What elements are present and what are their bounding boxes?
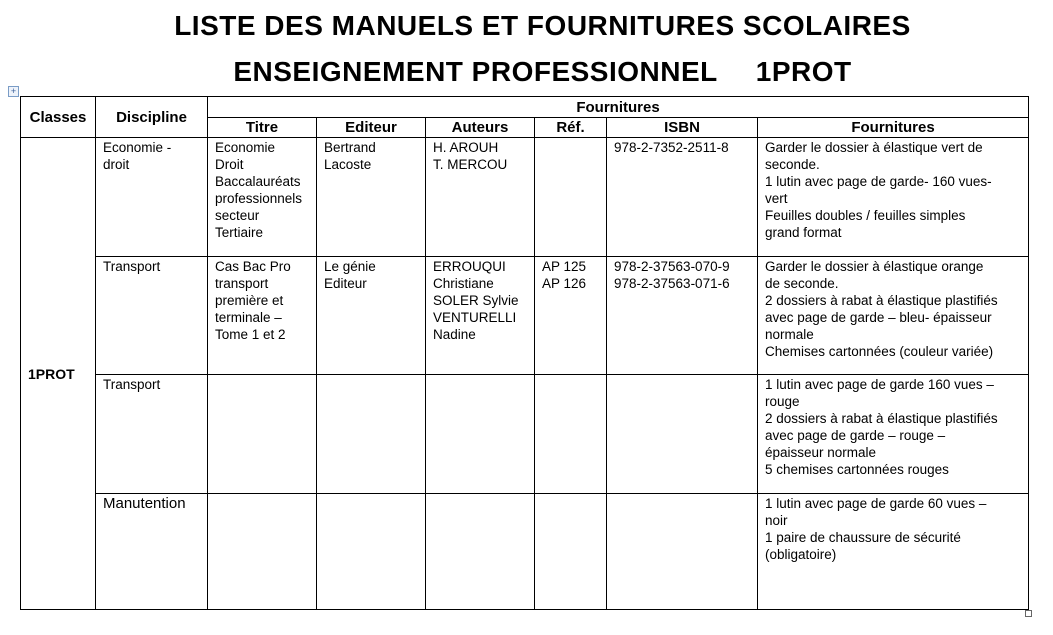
header-classes: Classes [21, 97, 96, 138]
header-isbn: ISBN [607, 118, 758, 138]
header-titre: Titre [208, 118, 317, 138]
titre-cell: Economie Droit Baccalauréats professionnels secteur Tertiaire [208, 138, 317, 257]
isbn-cell: 978-2-7352-2511-8 [607, 138, 758, 257]
fournitures-cell: 1 lutin avec page de garde 60 vues – noir 1 paire de chaussure de sécurité (obligatoire) [758, 494, 1029, 610]
isbn-cell [607, 494, 758, 610]
header-auteurs: Auteurs [426, 118, 535, 138]
auteurs-cell: ERROUQUI Christiane SOLER Sylvie VENTURELLI Nadine [426, 257, 535, 375]
auteurs-cell [426, 494, 535, 610]
isbn-cell: 978-2-37563-070-9 978-2-37563-071-6 [607, 257, 758, 375]
titre-cell: Cas Bac Pro transport première et terminale – Tome 1 et 2 [208, 257, 317, 375]
header-discipline: Discipline [96, 97, 208, 138]
class-cell: 1PROT [21, 138, 96, 610]
document-subtitle [0, 56, 1053, 88]
fournitures-cell: 1 lutin avec page de garde 160 vues – rouge 2 dossiers à rabat à élastique plastifiés avec page de garde – rouge – épaisseur normale 5 chemises cartonnées rouges [758, 375, 1029, 494]
titre-cell [208, 494, 317, 610]
supplies-table [20, 96, 1029, 610]
fournitures-cell: Garder le dossier à élastique orange de seconde. 2 dossiers à rabat à élastique plastifiés avec page de garde – bleu- épaisseur normale Chemises cartonnées (couleur variée) [758, 257, 1029, 375]
auteurs-cell: H. AROUH T. MERCOU [426, 138, 535, 257]
editeur-cell: Bertrand Lacoste [317, 138, 426, 257]
header-ref: Réf. [535, 118, 607, 138]
discipline-cell: Economie - droit [96, 138, 208, 257]
subtitle-class: 1PROT [755, 56, 852, 87]
titre-cell [208, 375, 317, 494]
header-fournitures-group: Fournitures [208, 97, 1029, 118]
fournitures-cell: Garder le dossier à élastique vert de seconde. 1 lutin avec page de garde- 160 vues- vert Feuilles doubles / feuilles simples grand format [758, 138, 1029, 257]
ref-cell: AP 125 AP 126 [535, 257, 607, 375]
editeur-cell [317, 375, 426, 494]
ref-cell [535, 494, 607, 610]
discipline-cell: Transport [96, 257, 208, 375]
table-row [21, 375, 1029, 494]
editeur-cell [317, 494, 426, 610]
header-fournitures: Fournitures [758, 118, 1029, 138]
table-move-handle-icon[interactable]: + [8, 86, 19, 97]
subtitle-section: ENSEIGNEMENT PROFESSIONNEL [233, 56, 718, 87]
table-row [21, 257, 1029, 375]
table-row [21, 494, 1029, 610]
document-title: LISTE DES MANUELS ET FOURNITURES SCOLAIRES [174, 10, 911, 41]
header-editeur: Editeur [317, 118, 426, 138]
table-row [21, 138, 1029, 257]
discipline-cell: Transport [96, 375, 208, 494]
isbn-cell [607, 375, 758, 494]
auteurs-cell [426, 375, 535, 494]
discipline-cell: Manutention [96, 494, 208, 610]
ref-cell [535, 375, 607, 494]
table-resize-handle[interactable] [1025, 610, 1032, 617]
editeur-cell: Le génie Editeur [317, 257, 426, 375]
ref-cell [535, 138, 607, 257]
